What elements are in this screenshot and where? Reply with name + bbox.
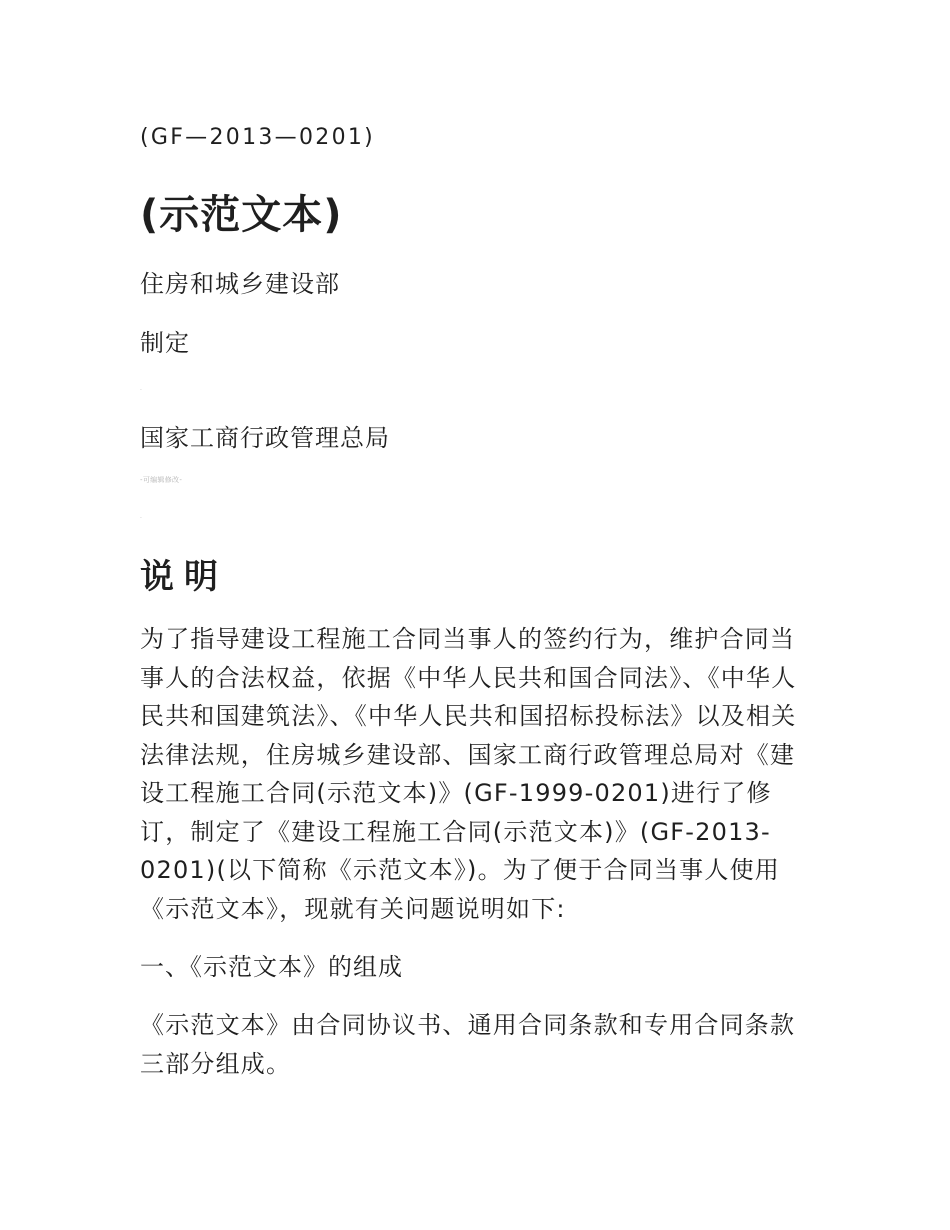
section-title-composition: 一、《示范文本》的组成 [140, 953, 403, 981]
document-title: (示范文本) [140, 192, 343, 238]
composition-paragraph: 《示范文本》由合同协议书、通用合同条款和专用合同条款三部分组成。 [140, 1011, 796, 1078]
separator-dot: . [140, 385, 142, 392]
issuer-ministry: 住房和城乡建设部 [140, 270, 340, 298]
issuer-administration: 国家工商行政管理总局 [140, 424, 390, 452]
document-code: (GF—2013—0201) [140, 125, 376, 150]
separator-dot: . [140, 513, 142, 520]
section-heading-explanation: 说明 [140, 557, 228, 597]
editable-watermark: -可编辑修改- [140, 476, 183, 484]
issuer-action: 制定 [140, 329, 190, 357]
intro-paragraph: 为了指导建设工程施工合同当事人的签约行为，维护合同当事人的合法权益，依据《中华人民共和国合同法》、《中华人民共和国建筑法》、《中华人民共和国招标投标法》以及相关法律法规，住房城乡建设部、国家工商行政管理总局对《建设工程施工合同(示范文本)》(GF-1999-0201)进行了修订，制定了《建设工程施工合同(示范文本)》(GF-2013-0201)(以下简称《示范文本》)。为了便于合同当事人使用《示范文本》，现就有关问题说明如下: [140, 625, 797, 923]
